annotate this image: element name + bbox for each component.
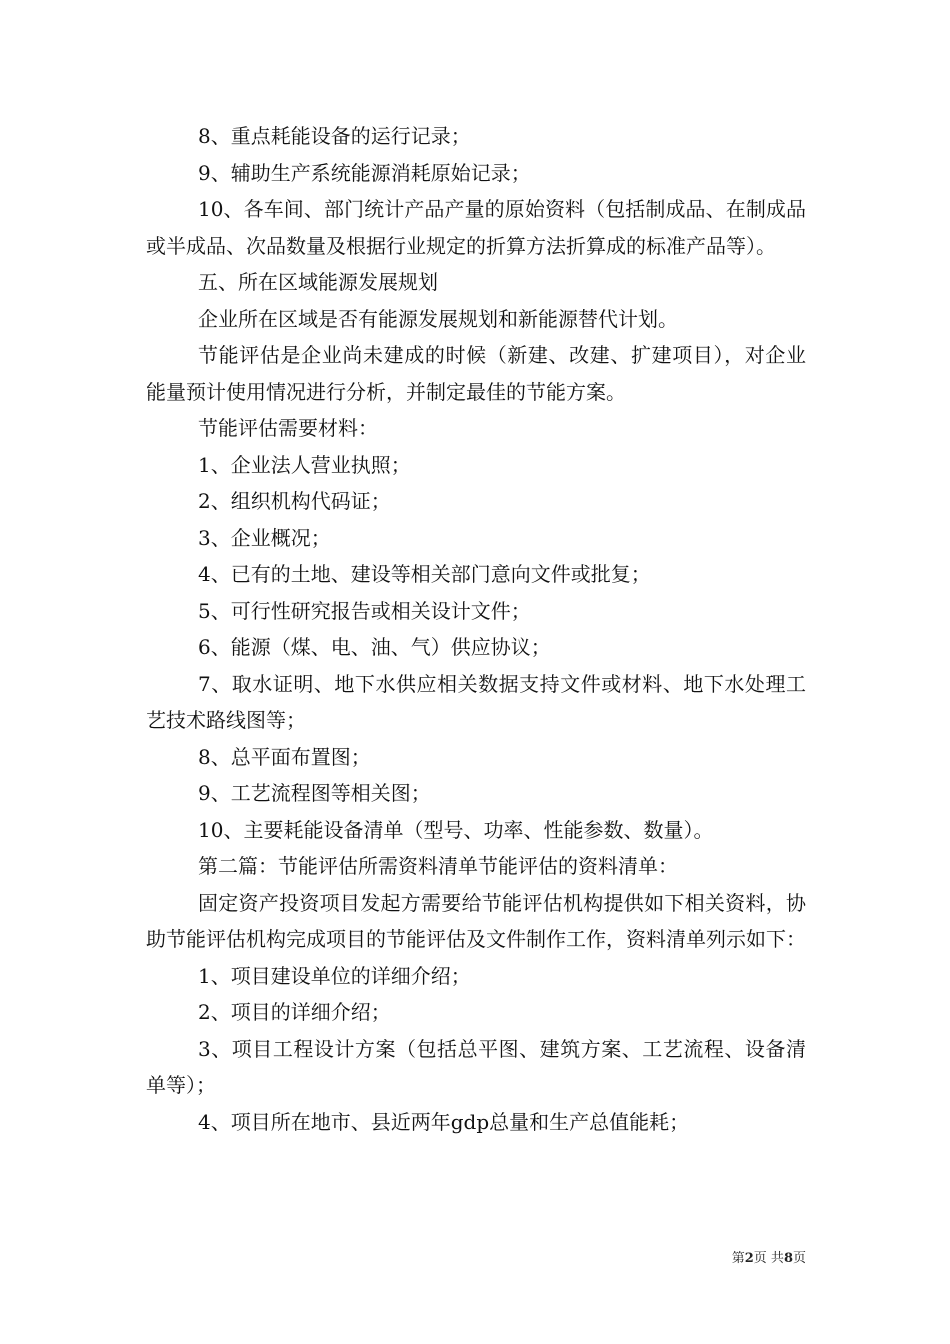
list-item: 1、项目建设单位的详细介绍； <box>198 963 471 988</box>
paragraph: 固定资产投资项目发起方需要给节能评估机构提供如下相关资料，协助节能评估机构完成项目的节能评估及文件制作工作，资料清单列示如下： <box>146 890 806 951</box>
section-heading: 五、所在区域能源发展规划 <box>198 270 438 294</box>
list-item: 9、工艺流程图等相关图； <box>198 781 431 805</box>
list-item: 2、组织机构代码证； <box>198 489 391 513</box>
list-item: 8、总平面布置图； <box>198 744 371 769</box>
paragraph: 10、各车间、部门统计产品产量的原始资料（包括制成品、在制成品或半成品、次品数量及根据行业规定的折算方法折算成的标准产品等）。 <box>146 197 806 258</box>
footer-prefix: 第 <box>731 1251 745 1266</box>
paragraph: 节能评估需要材料： <box>198 416 378 440</box>
paragraph: 节能评估是企业尚未建成的时候（新建、改建、扩建项目），对企业能量预计使用情况进行分析，并制定最佳的节能方案。 <box>146 343 806 404</box>
list-item: 4、已有的土地、建设等相关部门意向文件或批复； <box>198 562 651 586</box>
current-page-number: 2 <box>744 1251 754 1266</box>
footer-suffix: 页 <box>792 1251 806 1266</box>
footer-middle: 页 共 <box>753 1251 784 1266</box>
list-item: 7、取水证明、地下水供应相关数据支持文件或材料、地下水处理工艺技术路线图等； <box>146 671 806 732</box>
total-page-number: 8 <box>783 1251 793 1266</box>
document-body <box>146 118 806 1140</box>
list-item: 1、企业法人营业执照； <box>198 452 411 477</box>
list-item: 2、项目的详细介绍； <box>198 1000 391 1024</box>
page-footer <box>732 1247 806 1266</box>
list-item: 4、项目所在地市、县近两年gdp总量和生产总值能耗； <box>198 1109 690 1134</box>
paragraph: 企业所在区域是否有能源发展规划和新能源替代计划。 <box>198 306 678 331</box>
list-item: 3、企业概况； <box>198 525 331 550</box>
list-item: 6、能源（煤、电、油、气）供应协议； <box>198 635 551 659</box>
list-item: 5、可行性研究报告或相关设计文件； <box>198 598 531 623</box>
paragraph: 8、重点耗能设备的运行记录； <box>198 124 471 148</box>
paragraph: 9、辅助生产系统能源消耗原始记录； <box>198 160 531 185</box>
section-heading: 第二篇：节能评估所需资料清单节能评估的资料清单： <box>198 854 678 878</box>
list-item: 3、项目工程设计方案（包括总平图、建筑方案、工艺流程、设备清单等）； <box>146 1036 806 1097</box>
list-item: 10、主要耗能设备清单（型号、功率、性能参数、数量）。 <box>198 817 714 842</box>
